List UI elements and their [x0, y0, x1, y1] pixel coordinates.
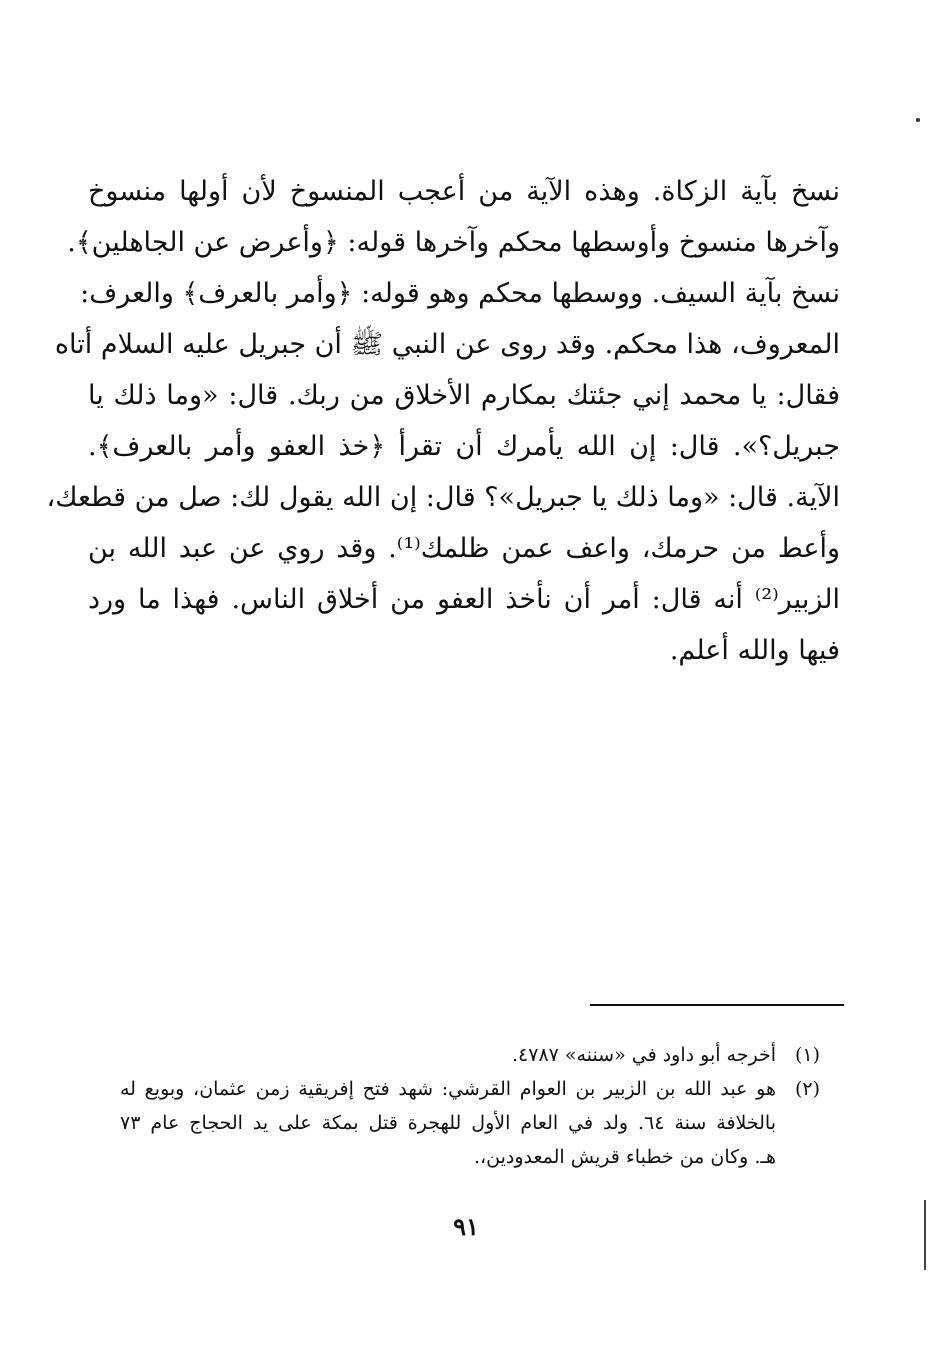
- text-line: وآخرها منسوخ وأوسطها محكم وآخرها قوله: ﴿وأعرض عن الجاهلين﴾.: [67, 227, 840, 258]
- text-line: الزبير⁽²⁾ أنه قال: أمر أن نأخذ العفو من أخلاق الناس. فهذا ما ورد: [88, 584, 840, 615]
- text-line: فيها والله أعلم.: [669, 635, 840, 666]
- footnote-line: هـ. وكان من خطباء قريش المعدودين،.: [473, 1146, 776, 1168]
- page-edge-mark: [924, 1200, 926, 1270]
- footnote-line: أخرجه أبو داود في «سننه» ٤٧٨٧.: [511, 1044, 776, 1066]
- footnote-line: بالخلافة سنة ٦٤. ولد في العام الأول للهجرة قتل بمكة على يد الحجاج عام ٧٣: [120, 1112, 777, 1134]
- text-line: فقال: يا محمد إني جئتك بمكارم الأخلاق من ربك. قال: «وما ذلك يا: [88, 380, 840, 411]
- margin-mark: [916, 118, 920, 122]
- footnote-number: (١): [794, 1044, 820, 1066]
- footnote-2: [120, 1072, 820, 1174]
- footnote-1: [120, 1038, 820, 1072]
- footnote-text: [120, 1072, 776, 1174]
- text-line: وأعط من حرمك، واعف عمن ظلمك⁽¹⁾. وقد روي عن عبد الله بن: [88, 533, 840, 564]
- page-number: ٩١: [453, 1212, 479, 1241]
- text-line: المعروف، هذا محكم. وقد روى عن النبي ﷺ أن جبريل عليه السلام أتاه: [54, 329, 840, 360]
- text-line: الآية. قال: «وما ذلك يا جبريل»؟ قال: إن الله يقول لك: صل من قطعك،: [46, 482, 840, 513]
- footnote-text: [120, 1038, 776, 1072]
- main-text: [46, 166, 840, 676]
- text-line: نسخ بآية الزكاة. وهذه الآية من أعجب المنسوخ لأن أولها منسوخ: [88, 176, 840, 207]
- text-line: نسخ بآية السيف. ووسطها محكم وهو قوله: ﴿وأمر بالعرف﴾ والعرف:: [80, 278, 840, 309]
- text-line: جبريل؟». قال: إن الله يأمرك أن تقرأ ﴿خذ العفو وأمر بالعرف﴾.: [88, 431, 840, 462]
- footnote-number: (٢): [794, 1078, 820, 1100]
- footnote-line: هو عبد الله بن الزبير بن العوام القرشي: شهد فتح إفريقية زمن عثمان، وبويع له: [120, 1078, 776, 1100]
- footnote-separator: [590, 1004, 844, 1006]
- footnotes: [120, 1038, 820, 1174]
